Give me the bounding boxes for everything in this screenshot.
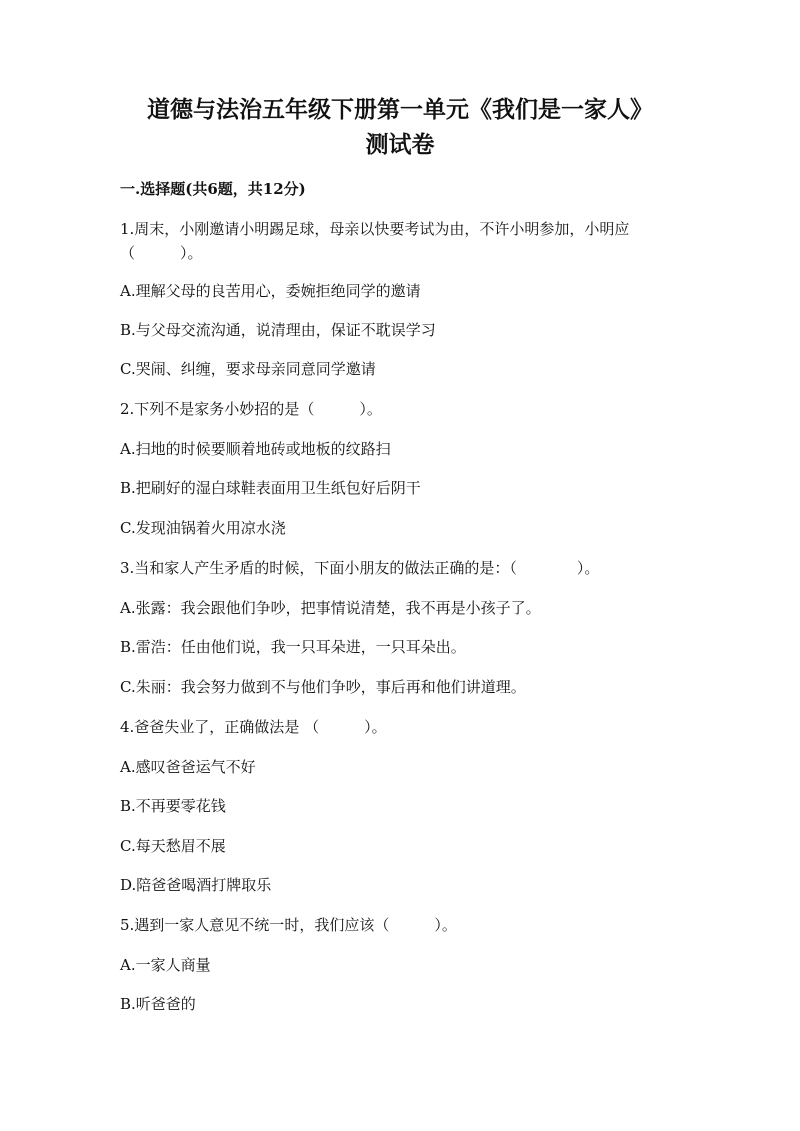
question-4-option-d: D.陪爸爸喝酒打牌取乐 (120, 876, 272, 894)
question-5-option-a: A.一家人商量 (120, 956, 211, 974)
question-5-option-b: B.听爸爸的 (120, 995, 196, 1013)
exam-title-line-2: 测试卷 (365, 131, 435, 158)
question-1-stem-continued: （ ）。 (120, 244, 203, 262)
question-1-option-b: B.与父母交流沟通，说清理由，保证不耽误学习 (120, 321, 436, 339)
question-3-option-b: B.雷浩：任由他们说，我一只耳朵进，一只耳朵出。 (120, 638, 466, 656)
question-4-option-a: A.感叹爸爸运气不好 (120, 758, 256, 776)
question-5-stem: 5.遇到一家人意见不统一时，我们应该（ ）。 (120, 916, 457, 934)
question-4-stem: 4.爸爸失业了，正确做法是 （ ）。 (120, 718, 387, 736)
question-4-option-c: C.每天愁眉不展 (120, 837, 226, 855)
question-2-option-a: A.扫地的时候要顺着地砖或地板的纹路扫 (120, 440, 391, 458)
question-1-option-c: C.哭闹、纠缠，要求母亲同意同学邀请 (120, 360, 376, 378)
exam-title-line-1: 道德与法治五年级下册第一单元《我们是一家人》 (147, 96, 653, 123)
question-2-stem: 2.下列不是家务小妙招的是（ ）。 (120, 400, 382, 418)
question-2-option-b: B.把刷好的湿白球鞋表面用卫生纸包好后阴干 (120, 479, 421, 497)
question-2-option-c: C.发现油锅着火用凉水浇 (120, 519, 286, 537)
question-1-stem: 1.周末，小刚邀请小明踢足球，母亲以快要考试为由，不许小明参加，小明应 (120, 220, 630, 238)
section-heading: 一.选择题(共6题，共12分) (120, 180, 306, 198)
question-3-stem: 3.当和家人产生矛盾的时候，下面小朋友的做法正确的是：（ ）。 (120, 559, 600, 577)
question-3-option-c: C.朱丽：我会努力做到不与他们争吵，事后再和他们讲道理。 (120, 678, 526, 696)
question-4-option-b: B.不再要零花钱 (120, 797, 226, 815)
question-3-option-a: A.张露：我会跟他们争吵，把事情说清楚，我不再是小孩子了。 (120, 599, 541, 617)
question-1-option-a: A.理解父母的良苦用心，委婉拒绝同学的邀请 (120, 282, 421, 300)
